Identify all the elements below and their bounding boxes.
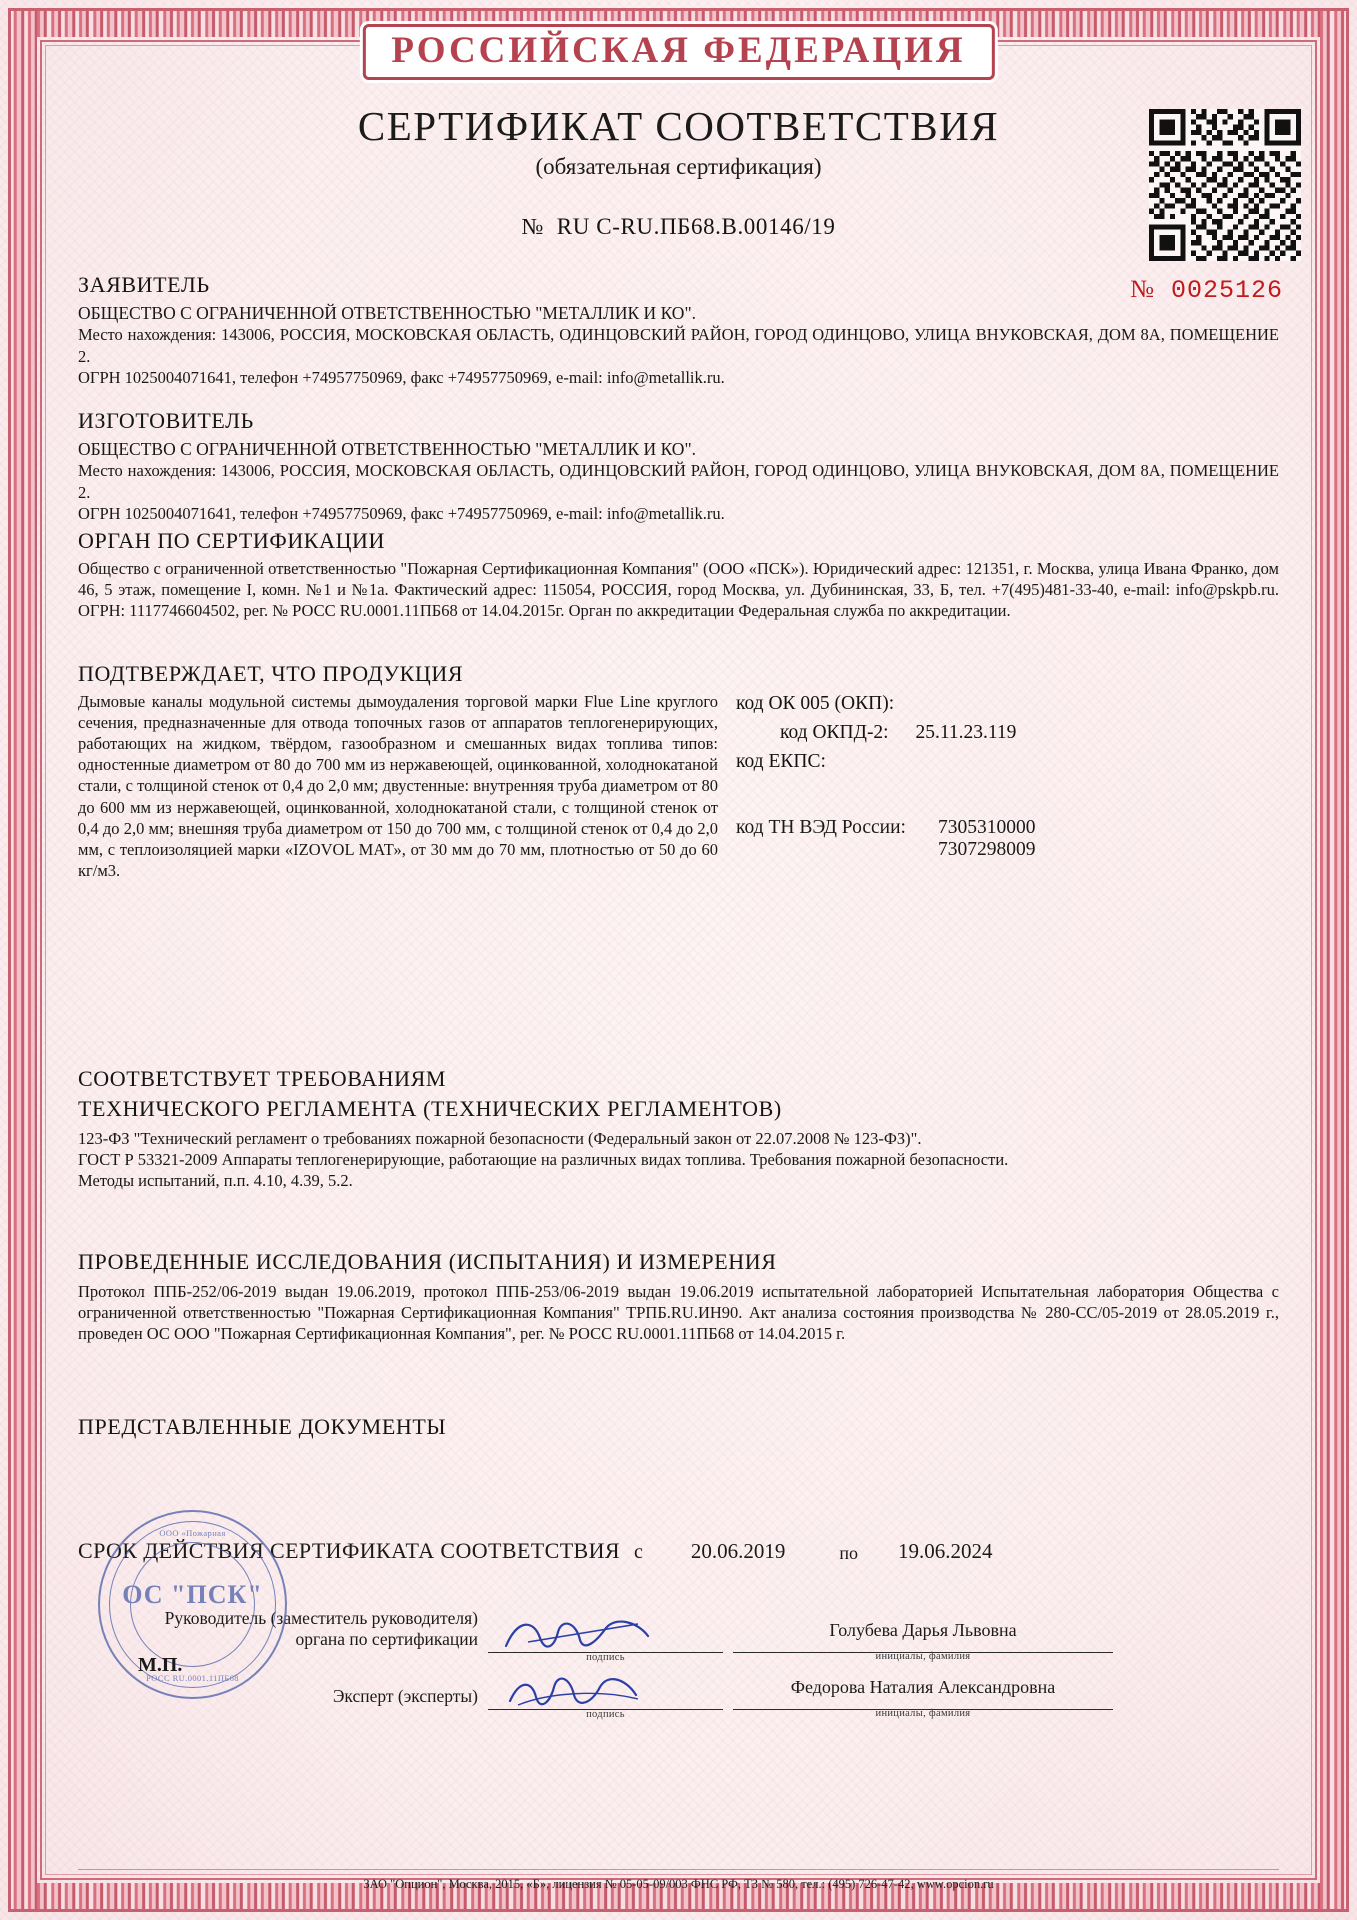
product-row (78, 691, 1279, 881)
certification-body-heading: ОРГАН ПО СЕРТИФИКАЦИИ (78, 528, 386, 553)
manufacturer-address: Место нахождения: 143006, РОССИЯ, МОСКОВСКАЯ ОБЛАСТЬ, ОДИНЦОВСКИЙ РАЙОН, ГОРОД ОДИНЦОВО, УЛИЦА ВНУКОВСКАЯ, ДОМ 8А, ПОМЕЩЕНИЕ 2. (78, 461, 1279, 502)
certification-body-section (78, 528, 1279, 621)
applicant-address: Место нахождения: 143006, РОССИЯ, МОСКОВСКАЯ ОБЛАСТЬ, ОДИНЦОВСКИЙ РАЙОН, ГОРОД ОДИНЦОВО, УЛИЦА ВНУКОВСКАЯ, ДОМ 8А, ПОМЕЩЕНИЕ 2. (78, 325, 1279, 366)
certificate-number-line (56, 214, 1301, 240)
research-section (78, 1249, 1279, 1344)
documents-heading: ПРЕДСТАВЛЕННЫЕ ДОКУМЕНТЫ (78, 1414, 447, 1439)
code-tnved-label: код ТН ВЭД России: (736, 817, 906, 838)
footer-divider (78, 1869, 1279, 1870)
code-ekps (736, 751, 1279, 773)
certificate-number-symbol: № (521, 214, 545, 239)
manufacturer-name: ОБЩЕСТВО С ОГРАНИЧЕННОЙ ОТВЕТСТВЕННОСТЬЮ "МЕТАЛЛИК И КО". (78, 439, 696, 459)
manufacturer-contacts: ОГРН 1025004071641, телефон +74957750969, факс +74957750969, e-mail: info@metallik.ru. (78, 503, 725, 523)
product-heading: ПОДТВЕРЖДАЕТ, ЧТО ПРОДУКЦИЯ (78, 661, 464, 686)
official-stamp (98, 1510, 287, 1699)
stamp-center-text: ОС "ПСК" (122, 1580, 263, 1609)
product-description-column (78, 691, 718, 881)
requirements-section (78, 1066, 1279, 1191)
applicant-section (78, 272, 1279, 388)
code-tnved-value-2: 7307298009 (937, 839, 1036, 860)
expert-name (733, 1677, 1113, 1719)
page-title: СЕРТИФИКАТ СООТВЕТСТВИЯ (357, 103, 1000, 149)
head-label-line2: органа по сертификации (295, 1629, 478, 1649)
applicant-contacts: ОГРН 1025004071641, телефон +74957750969, факс +74957750969, e-mail: info@metallik.ru. (78, 367, 725, 387)
expert-name-value: Федорова Наталия Александровна (790, 1677, 1056, 1697)
stamp-place-label: М.П. (138, 1654, 183, 1676)
page-subtitle: (обязательная сертификация) (535, 154, 822, 179)
country-banner-label: РОССИЙСКАЯ ФЕДЕРАЦИЯ (391, 30, 966, 71)
manufacturer-heading: ИЗГОТОВИТЕЛЬ (78, 408, 254, 433)
product-description: Дымовые каналы модульной системы дымоудаления торговой марки Flue Line круглого сечения, предназначенные для отвода топочных газов от аппаратов теплогенерирующих, работающих на жидком, твёрдом, газообразном и смешанных видах топлива типов: одностенные диаметром от 80 до 700 мм из нержавеющей, оцинкованной, холоднокатаной стали, с толщиной стенок от 0,4 до 2,0 мм; двустенные: внутренняя труба диаметром от 80 до 600 мм из нержавеющей, оцинкованной, холоднокатаной стали, с толщиной стенок от 0,4 до 2,0 мм; внешняя труба диаметром от 150 до 700 мм, с толщиной стенок от 0,4 до 2,0 мм, с теплоизоляцией марки «IZOVOL МАТ», от 30 мм до 70 мм, плотностью от 50 до 60 кг/м3. (78, 692, 718, 880)
certificate-number-value: RU C-RU.ПБ68.В.00146/19 (556, 214, 836, 239)
research-heading: ПРОВЕДЕННЫЕ ИССЛЕДОВАНИЯ (ИСПЫТАНИЯ) И ИЗМЕРЕНИЯ (78, 1249, 777, 1274)
validity-to-date: 19.06.2024 (898, 1539, 993, 1563)
expert-signature-line (488, 1679, 723, 1720)
country-banner (362, 24, 994, 80)
code-tnved-value-1: 7305310000 (937, 817, 1036, 838)
certificate-content (56, 14, 1301, 1896)
head-signature-scribble (488, 1612, 723, 1654)
expert-signature-caption: подпись (586, 1709, 625, 1720)
applicant-name: ОБЩЕСТВО С ОГРАНИЧЕННОЙ ОТВЕТСТВЕННОСТЬЮ "МЕТАЛЛИК И КО". (78, 303, 696, 323)
requirements-line-2: ГОСТ Р 53321-2009 Аппараты теплогенерирующие, работающие на различных видах топлива. Требования пожарной безопасности. (78, 1150, 1009, 1170)
head-signature-caption: подпись (586, 1652, 625, 1663)
applicant-heading: ЗАЯВИТЕЛЬ (78, 272, 210, 297)
requirements-heading-2: ТЕХНИЧЕСКОГО РЕГЛАМЕНТА (ТЕХНИЧЕСКИХ РЕГЛАМЕНТОВ) (78, 1096, 782, 1121)
code-ok005-label: код ОК 005 (ОКП): (736, 693, 895, 714)
product-section (78, 661, 1279, 881)
validity-to-label: по (839, 1543, 859, 1563)
expert-signature-scribble (488, 1669, 723, 1711)
expert-label (78, 1686, 478, 1710)
product-codes-column (736, 691, 1279, 881)
documents-section (78, 1414, 1279, 1444)
head-name-value: Голубева Дарья Львовна (829, 1620, 1017, 1640)
blank-number-value: 0025126 (1170, 276, 1283, 305)
validity-from-date: 20.06.2019 (690, 1539, 786, 1563)
certification-body-text: Общество с ограниченной ответственностью "Пожарная Сертификационная Компания" (ООО «ПСК»). Юридический адрес: 121351, г. Москва, улица Ивана Франко, дом 46, 5 этаж, помещение I, комн. №1 и №1а. Фактический адрес: 115054, РОССИЯ, город Москва, ул. Дубининская, 33, Б, тел. +7(495)481-33-40, e-mail: info@pskpb.ru. ОГРН: 1117746604502, рег. № РОСС RU.0001.11ПБ68 от 14.04.2015г. Орган по аккредитации Федеральная служба по аккредитации. (78, 559, 1279, 621)
footer-text: ЗАО "Опцион", Москва, 2015, «Б», лицензия № 05-05-09/003 ФНС РФ, ТЗ № 580, тел.: (495) 726-47-42, www.opcion.ru (363, 1877, 994, 1891)
code-tnved (736, 817, 1279, 861)
stamp-top-arc: ООО «Пожарная (159, 1528, 226, 1538)
expert-label-text: Эксперт (эксперты) (332, 1686, 478, 1706)
manufacturer-section (78, 408, 1279, 524)
head-label-line1: Руководитель (заместитель руководителя) (164, 1608, 478, 1628)
code-okpd2-value: 25.11.23.119 (915, 722, 1017, 743)
expert-name-caption: инициалы, фамилия (875, 1708, 971, 1719)
code-okpd2-label: код ОКПД-2: (780, 722, 889, 743)
head-name-caption: инициалы, фамилия (875, 1651, 971, 1662)
code-okpd2 (736, 722, 1279, 744)
research-text: Протокол ППБ-252/06-2019 выдан 19.06.2019, протокол ППБ-253/06-2019 выдан 19.06.2019 испытательной лабораторией Испытательная лаборатория Общества с ограниченной ответственностью "Пожарная Сертификационная Компания" ТРПБ.RU.ИН90. Акт анализа состояния производства № 280-СС/05-2019 от 28.05.2019 г., проведен ОС ООО "Пожарная Сертификационная Компания", рег. № РОСС RU.0001.11ПБ68 от 14.04.2015 г. (78, 1282, 1279, 1344)
validity-heading: СРОК ДЕЙСТВИЯ СЕРТИФИКАТА СООТВЕТСТВИЯ (78, 1538, 620, 1563)
head-signature-line (488, 1622, 723, 1663)
stamp-bottom-arc: РОСС RU.0001.11ПБ68 (146, 1673, 239, 1683)
head-name (733, 1620, 1113, 1662)
requirements-line-1: 123-ФЗ "Технический регламент о требованиях пожарной безопасности (Федеральный закон от 22.07.2008 № 123-ФЗ)". (78, 1129, 922, 1148)
requirements-line-3: Методы испытаний, п.п. 4.10, 4.39, 5.2. (78, 1171, 353, 1191)
validity-from-label: с (633, 1541, 643, 1563)
code-tnved-values (916, 817, 1036, 861)
requirements-heading-1: СООТВЕТСТВУЕТ ТРЕБОВАНИЯМ (78, 1066, 447, 1091)
code-ok005 (736, 693, 1279, 715)
blank-number-symbol: № (1130, 276, 1155, 303)
code-ekps-label: код ЕКПС: (736, 751, 826, 772)
